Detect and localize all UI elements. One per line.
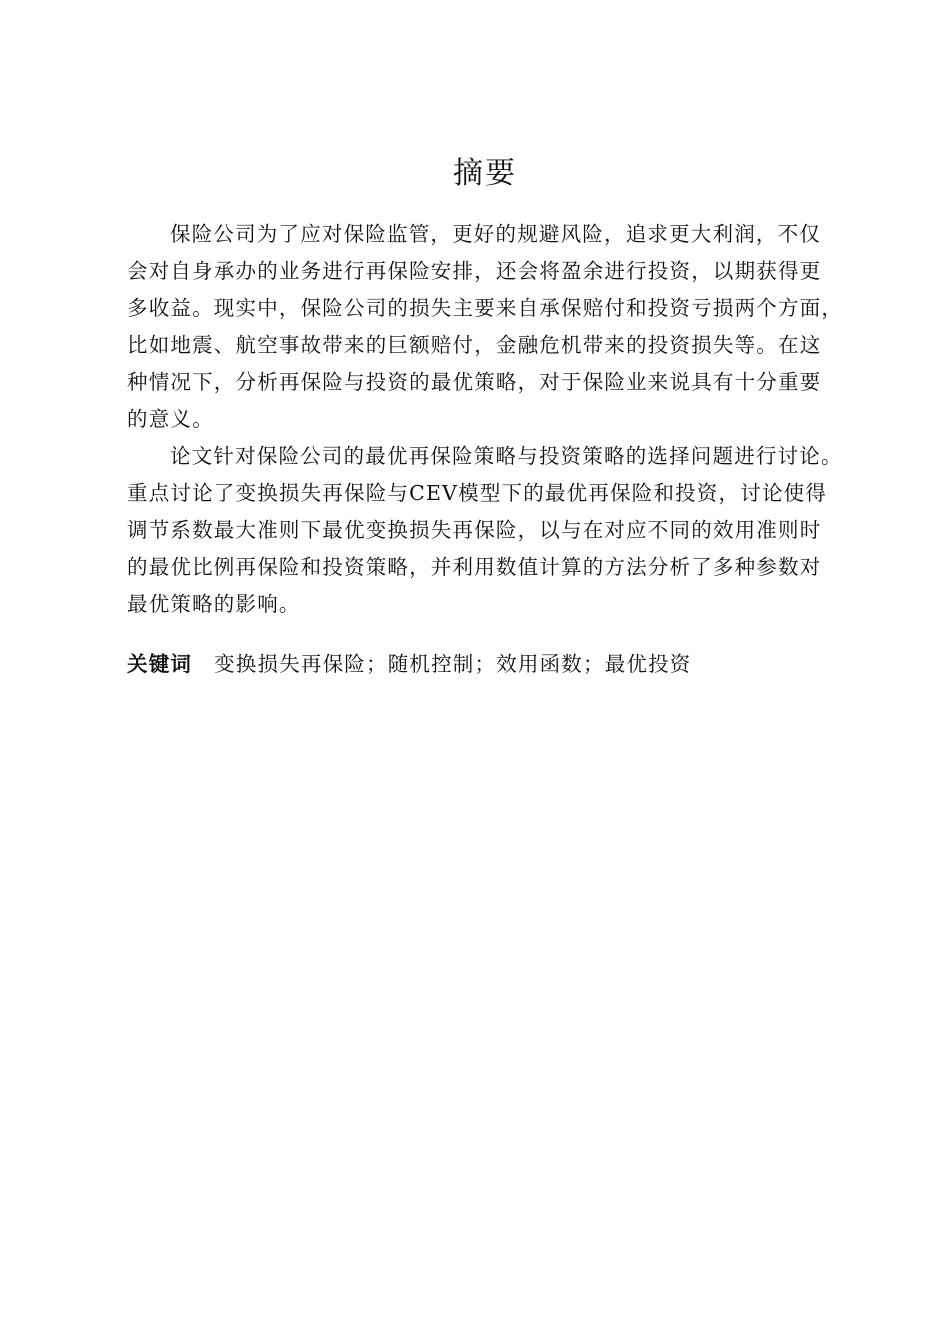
paragraph-2-line-4: 的最优比例再保险和投资策略，并利用数值计算的方法分析了多种参数对	[127, 555, 822, 579]
paragraph-1-line-4: 比如地震、航空事故带来的巨额赔付，金融危机带来的投资损失等。在这	[127, 333, 822, 357]
paragraph-2-line-1: 论文针对保险公司的最优再保险策略与投资策略的选择问题进行讨论。	[170, 444, 843, 468]
keywords-label: 关键词	[127, 652, 193, 676]
paragraph-2-line-2: 重点讨论了变换损失再保险与CEV模型下的最优再保险和投资，讨论使得	[127, 481, 828, 505]
paragraph-1-line-3: 多收益。现实中，保险公司的损失主要来自承保赔付和投资亏损两个方面，	[127, 296, 844, 320]
keywords-line	[127, 650, 692, 678]
paragraph-1-line-2: 会对自身承办的业务进行再保险安排，还会将盈余进行投资，以期获得更	[127, 259, 822, 283]
paragraph-2-line-5: 最优策略的影响。	[127, 592, 301, 616]
paragraph-1-line-5: 种情况下，分析再保险与投资的最优策略，对于保险业来说具有十分重要	[127, 370, 822, 394]
keywords-text: 变换损失再保险；随机控制；效用函数；最优投资	[214, 652, 692, 676]
paragraph-1-line-6: 的意义。	[127, 407, 214, 431]
abstract-title: 摘要	[453, 156, 517, 191]
paragraph-1-line-1: 保险公司为了应对保险监管，更好的规避风险，追求更大利润，不仅	[170, 222, 821, 246]
paragraph-2-line-3: 调节系数最大准则下最优变换损失再保险，以与在对应不同的效用准则时	[127, 518, 822, 542]
